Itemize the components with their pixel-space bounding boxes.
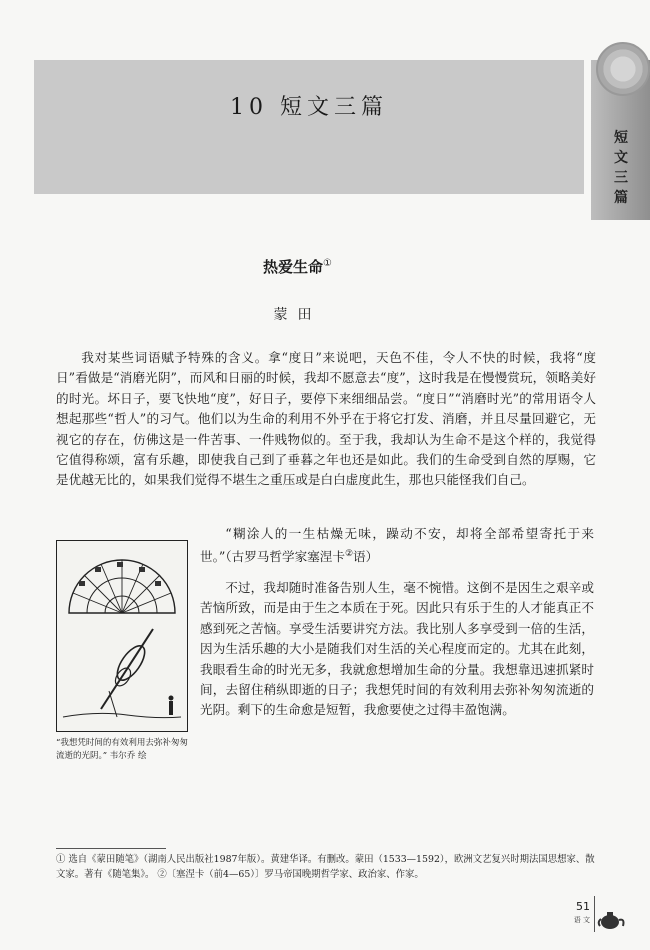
quote-text: “糊涂人的一生枯燥无味，躁动不安，却将全部希望寄托于来世。”（古罗马哲学家塞涅卡 — [200, 526, 594, 565]
footnote-marker-1: ① — [323, 258, 332, 269]
page-number: 51 — [576, 900, 590, 913]
author-name: 蒙田 — [273, 307, 322, 323]
quote-paragraph — [200, 524, 594, 568]
chapter-title: 10 短文三篇 — [230, 95, 388, 120]
essay-title-text: 热爱生命 — [263, 258, 324, 276]
page-number-divider — [594, 896, 595, 932]
footnote-divider — [56, 848, 166, 849]
footnote-marker-2: ② — [344, 549, 354, 560]
chapter-banner — [34, 60, 584, 194]
illustration-caption: “我想凭时间的有效利用去弥补匆匆流逝的光阴。” 韦尔乔 绘 — [56, 738, 188, 761]
essay-title — [0, 256, 595, 277]
teapot-icon — [596, 904, 626, 934]
illustration — [56, 540, 188, 732]
subject-tag: 语 文 — [573, 916, 590, 924]
paragraph-1: 我对某些词语赋予特殊的含义。拿“度日”来说吧，天色不佳，令人不快的时候，我将“度日”看做是“消磨光阴”，而风和日丽的时候，我却不愿意去“度”，这时我是在慢慢赏玩，领略美好的时光。坏日子，要飞快地“度”，好日子，要停下来细细品尝。“度日”“消磨时光”的常用语令人想起那些“哲人”的习气。他们以为生命的利用不外乎在于将它打发、消磨，并且尽量回避它，无视它的存在，仿佛这是一件苦事、一件贱物似的。至于我，我却认为生命不是这个样的，我觉得它值得称颂，富有乐趣，即使我自己到了垂暮之年也还是如此。我们的生命受到自然的厚赐，它是优越无比的，如果我们觉得不堪生之重压或是白白虚度此生，那也只能怪我们自己。 — [56, 350, 596, 488]
sundial-illustration — [57, 541, 187, 731]
footnotes: ① 选自《蒙田随笔》（湖南人民出版社1987年版）。黄建华译。有删改。蒙田（1533—1592），欧洲文艺复兴时期法国思想家、散文家。著有《随笔集》。 ②〔塞涅卡（前4—65）〕罗马帝国晚期哲学家、政治家、作家。 — [56, 854, 595, 880]
paragraph-3: 不过，我却随时准备告别人生，毫不惋惜。这倒不是因生之艰辛或苦恼所致，而是由于生之本质在于死。因此只有乐于生的人才能真正不感到死之苦恼。享受生活要讲究方法。我比别人多享受到一倍的生活，因为生活乐趣的大小是随我们对生活的关心程度而定的。尤其在此刻，我眼看生命的时光无多，我就愈想增加生命的分量。我想靠迅速抓紧时间，去留住稍纵即逝的日子；我想凭时间的有效利用去弥补匆匆流逝的光阴。剩下的生命愈是短暂，我愈要使之过得丰盈饱满。 — [200, 580, 594, 718]
side-tab-label: 短文三篇 — [614, 130, 628, 206]
quote-end: 语） — [353, 549, 379, 565]
seal-icon — [596, 42, 650, 96]
